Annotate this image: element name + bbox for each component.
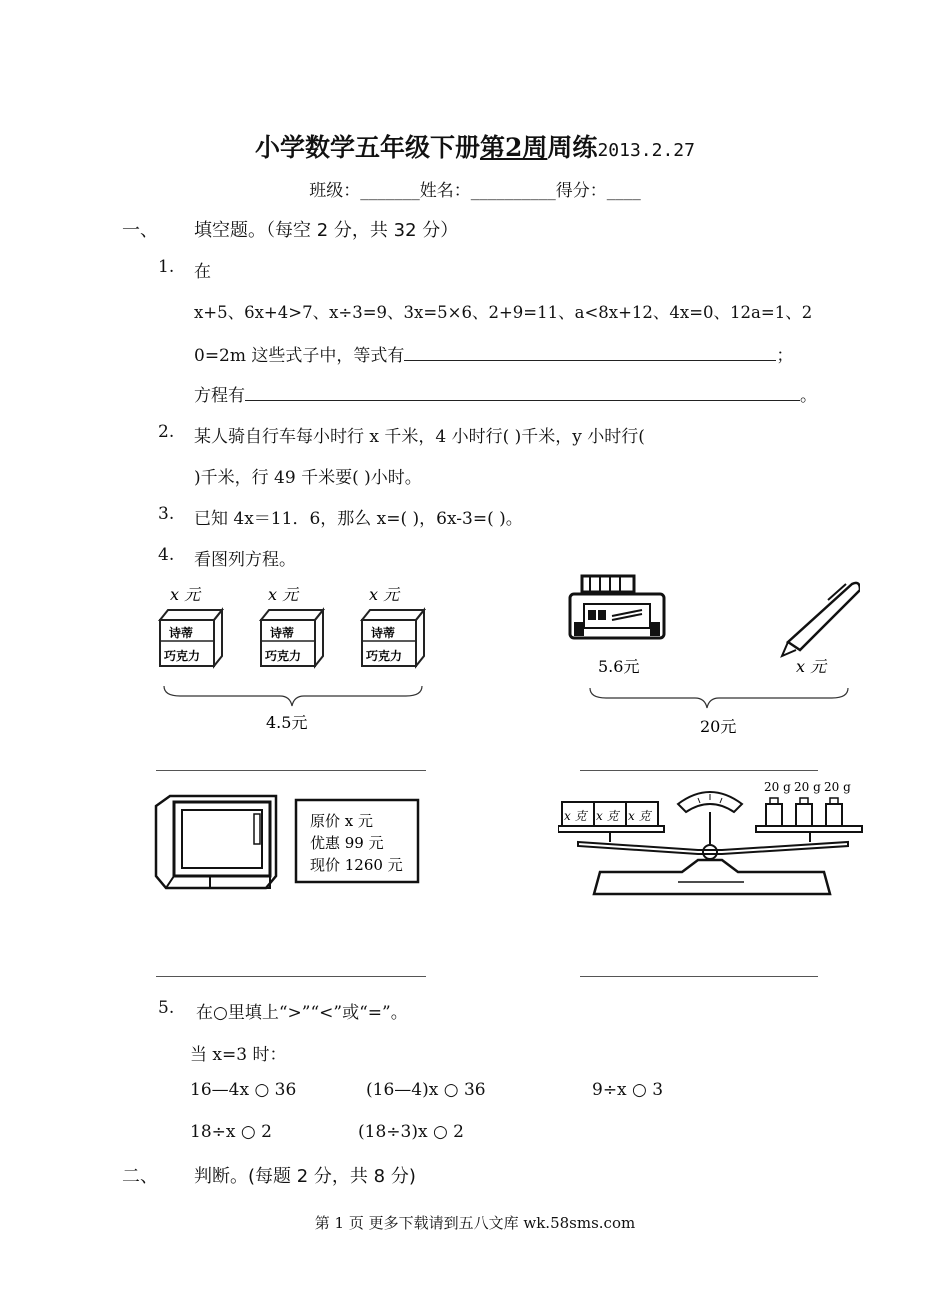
answer-line-4[interactable] — [580, 975, 818, 977]
score-label: 得分： — [555, 181, 607, 201]
title-text-2: 周练 — [547, 133, 598, 162]
q2-line2: )千米，行 49 千米要( )小时。 — [194, 468, 422, 488]
q1-line1: 在 — [194, 262, 211, 282]
weight-label: 20 g — [764, 780, 791, 794]
page-title — [0, 128, 950, 164]
q1-line2: x+5、6x+4>7、x÷3=9、3x=5×6、2+9=11、a<8x+12、4x=0、12a=1、2 — [194, 303, 813, 322]
section1-title: 填空题。（每空 2 分，共 32 分） — [194, 220, 459, 241]
weight-label: 20 g — [794, 780, 821, 794]
title-date: 2013.2.27 — [597, 140, 695, 161]
price-tag-current: 现价 1260 元 — [310, 856, 403, 874]
x-gram-boxes — [558, 802, 664, 832]
compare-item[interactable]: (18÷3)x ○ 2 — [358, 1122, 465, 1142]
q1-line4-text: 方程有 — [194, 386, 245, 406]
class-label: 班级： — [309, 181, 361, 201]
compare-item[interactable]: 9÷x ○ 3 — [592, 1080, 664, 1100]
q5-condition: 当 x=3 时： — [190, 1045, 287, 1065]
box-price-label: x 元 — [268, 585, 299, 604]
box-weight-label: x 克 — [596, 809, 619, 823]
chocolate-box-1 — [160, 585, 222, 666]
q1-line3-end: ； — [776, 346, 794, 366]
stapler-price-label: 5.6元 — [598, 657, 640, 676]
box-weight-label: x 克 — [628, 809, 651, 823]
weight-label: 20 g — [824, 780, 851, 794]
q5-number: 5. — [158, 998, 175, 1018]
q4-text: 看图列方程。 — [194, 550, 296, 570]
q1-number: 1. — [158, 257, 175, 277]
q4-number: 4. — [158, 545, 175, 565]
answer-line-2[interactable] — [580, 769, 818, 771]
total-brace — [164, 686, 422, 706]
q2-number: 2. — [158, 422, 175, 442]
answer-line-1[interactable] — [156, 769, 426, 771]
compare-item[interactable]: 18÷x ○ 2 — [190, 1122, 272, 1142]
formula-answer-blank[interactable] — [245, 382, 800, 401]
score-blank[interactable]: ____ — [606, 181, 641, 201]
section1-number: 一、 — [122, 220, 158, 241]
compare-item[interactable]: 16—4x ○ 36 — [190, 1080, 297, 1100]
q3-text: 已知 4x＝11．6，那么 x=( )，6x-3=( )。 — [194, 509, 523, 529]
chocolate-box-3 — [362, 585, 424, 666]
box-product-text: 巧克力 — [265, 649, 302, 663]
scale-dial — [678, 792, 742, 844]
chocolate-box-2 — [261, 585, 323, 666]
total-brace — [590, 688, 848, 708]
section2-title: 判断。(每题 2 分，共 8 分) — [194, 1166, 416, 1187]
student-info-line — [0, 176, 950, 201]
stapler-pen-figure — [560, 570, 860, 742]
box-price-label: x 元 — [369, 585, 400, 604]
q1-line4-end: 。 — [800, 386, 817, 406]
q3-number: 3. — [158, 504, 175, 524]
box-brand-text: 诗蒂 — [169, 626, 194, 640]
page-footer: 第 1 页 更多下载请到五八文库 wk.58sms.com — [314, 1214, 636, 1232]
q1-line3 — [194, 341, 793, 366]
price-tag-original: 原价 x 元 — [310, 812, 373, 830]
answer-line-3[interactable] — [156, 975, 426, 977]
q1-line4 — [194, 381, 817, 406]
name-label: 姓名： — [419, 181, 471, 201]
q1-line3-text: 0=2m 这些式子中，等式有 — [194, 346, 405, 366]
name-blank[interactable]: __________ — [470, 181, 556, 201]
box-brand-text: 诗蒂 — [270, 626, 295, 640]
tv-price-figure — [150, 792, 430, 897]
equation-answer-blank[interactable] — [404, 342, 776, 361]
chocolate-total-label: 4.5元 — [266, 713, 308, 732]
q2-line1: 某人骑自行车每小时行 x 千米，4 小时行( )千米，y 小时行( — [194, 427, 645, 447]
stapler-pen-total-label: 20元 — [700, 717, 737, 736]
title-week: 第2周 — [480, 133, 548, 162]
chocolate-figure — [150, 578, 440, 743]
class-blank[interactable]: _______ — [360, 181, 420, 201]
scale-base — [578, 832, 848, 894]
box-product-text: 巧克力 — [164, 649, 201, 663]
compare-item[interactable]: (16—4)x ○ 36 — [366, 1080, 486, 1100]
balance-scale-figure — [558, 776, 868, 901]
q5-text: 在○里填上“>”“<”或“=”。 — [196, 1003, 408, 1023]
box-price-label: x 元 — [170, 585, 201, 604]
pen-price-label: x 元 — [796, 657, 827, 676]
stapler-icon — [570, 576, 664, 638]
section2-number: 二、 — [122, 1166, 158, 1187]
pen-icon — [782, 583, 860, 656]
price-tag-discount: 优惠 99 元 — [310, 834, 384, 852]
box-product-text: 巧克力 — [366, 649, 403, 663]
box-brand-text: 诗蒂 — [371, 626, 396, 640]
television-icon — [156, 796, 276, 888]
weights — [756, 780, 862, 832]
title-text: 小学数学五年级下册 — [255, 133, 481, 162]
box-weight-label: x 克 — [564, 809, 587, 823]
